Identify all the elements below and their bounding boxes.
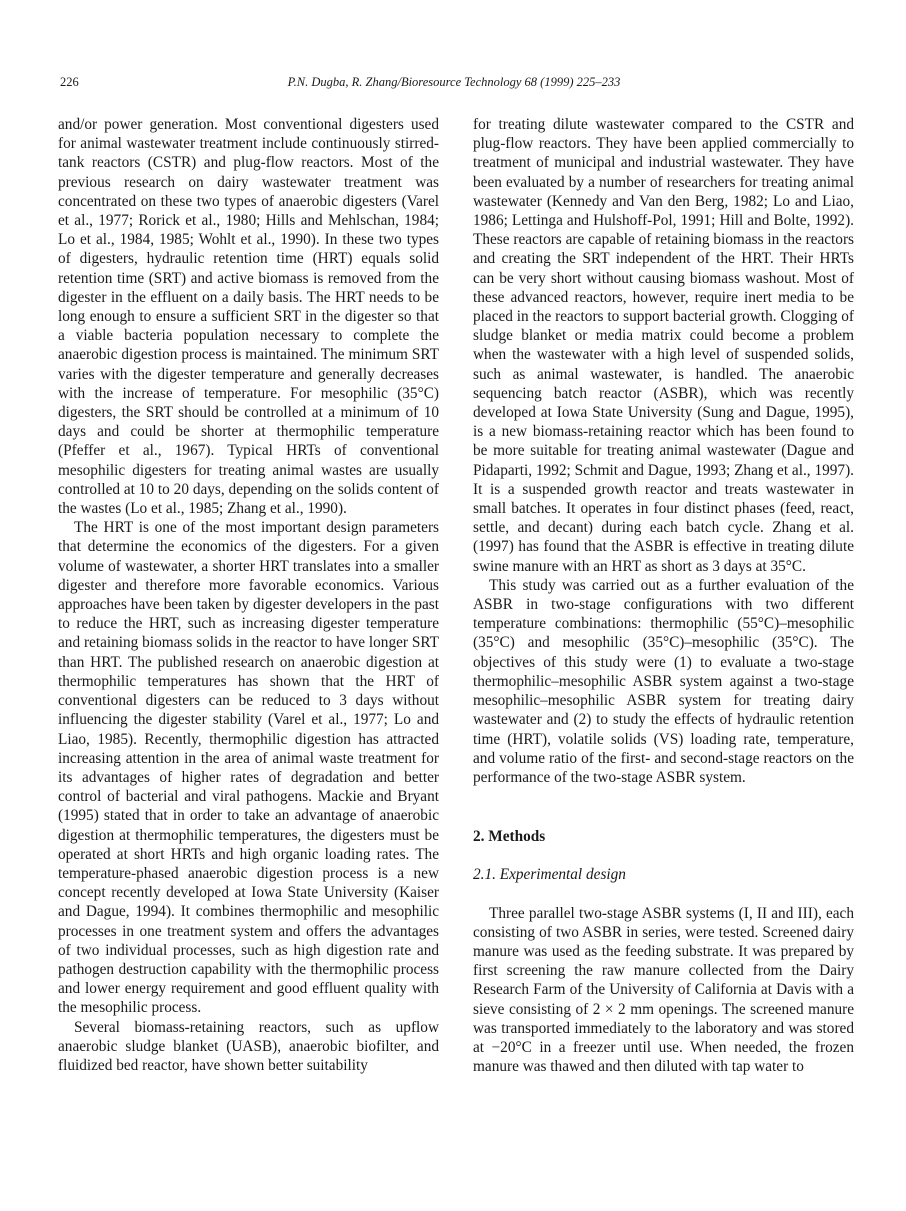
paragraph: Several biomass-retaining reactors, such as upflow anaerobic sludge blanket (UASB), anaerobic biofilter, and fluidized bed reactor, have shown better suitability <box>58 1018 439 1074</box>
paragraph: Three parallel two-stage ASBR systems (I, II and III), each consisting of two ASBR in series, were tested. Screened dairy manure was used as the feeding substrate. It was prepared by first screening the raw manure collected from the Dairy Research Farm of the University of California at Davis with a sieve consisting of 2 × 2 mm openings. The screened manure was transported immediately to the laboratory and was stored at −20°C in a freezer until use. When needed, the frozen manure was thawed and then diluted with tap water to <box>473 904 854 1076</box>
paragraph: and/or power generation. Most conventional digesters used for animal wastewater treatment include continuously stirred-tank reactors (CSTR) and plug-flow reactors. Most of the previous research on dairy wastewater treatment was concentrated on these two types of anaerobic digesters (Varel et al., 1977; Rorick et al., 1980; Hills and Mehlschan, 1984; Lo et al., 1984, 1985; Wohlt et al., 1990). In these two types of digesters, hydraulic retention time (HRT) equals solid retention time (SRT) and active biomass is removed from the digester in the effluent on a daily basis. The HRT needs to be long enough to ensure a sufficient SRT in the digester so that a viable bacteria population necessary to complete the anaerobic digestion process is maintained. The minimum SRT varies with the digester temperature and generally decreases with the increase of temperature. For mesophilic (35°C) digesters, the SRT should be controlled at a minimum of 10 days and could be shorter at thermophilic temperature (Pfeffer et al., 1967). Typical HRTs of conventional mesophilic digesters for treating animal wastes are usually controlled at 10 to 20 days, depending on the solids content of the wastes (Lo et al., 1985; Zhang et al., 1990). <box>58 116 439 518</box>
subsection-heading: 2.1. Experimental design <box>473 866 626 884</box>
paragraph: The HRT is one of the most important design parameters that determine the economics of the digesters. For a given volume of wastewater, a shorter HRT translates into a smaller digester and therefore more favorable economics. Various approaches have been taken by digester developers in the past to reduce the HRT, such as increasing digester temperature and retaining biomass solids in the reactor to have longer SRT than HRT. The published research on anaerobic digestion at thermophilic temperatures has shown that the HRT of conventional digesters can be reduced to 3 days without influencing the digester stability (Varel et al., 1977; Lo and Liao, 1985). Recently, thermophilic digestion has attracted increasing attention in the area of animal waste treatment for its advantages of higher rates of degradation and better control of bacterial and viral pathogens. Mackie and Bryant (1995) stated that in order to take an advantage of anaerobic digestion at thermophilic temperatures, the digesters must be operated at short HRTs and high organic loading rates. The temperature-phased anaerobic digestion process is a new concept recently developed at Iowa State University (Kaiser and Dague, 1994). It combines thermophilic and mesophilic processes in one treatment system and offers the advantages of two individual processes, such as high digestion rate and pathogen destruction capability with the thermophilic process and lower energy requirement and good effluent quality with the mesophilic process. <box>58 519 439 1017</box>
page-number: 226 <box>60 75 79 89</box>
paragraph: This study was carried out as a further evaluation of the ASBR in two-stage configurations with two different temperature combinations: thermophilic (55°C)–mesophilic (35°C) and mesophilic (35°C)–mesophilic (35°C). The objectives of this study were (1) to evaluate a two-stage thermophilic–mesophilic ASBR system against a two-stage mesophilic–mesophilic ASBR system for treating dairy wastewater and (2) to study the effects of hydraulic retention time (HRT), volatile solids (VS) loading rate, temperature, and volume ratio of the first- and second-stage reactors on the performance of the two-stage ASBR system. <box>473 576 854 786</box>
page-header <box>60 75 848 91</box>
section-heading: 2. Methods <box>473 828 546 846</box>
running-title: P.N. Dugba, R. Zhang/Bioresource Technology 68 (1999) 225–233 <box>287 75 621 89</box>
paragraph: for treating dilute wastewater compared to the CSTR and plug-flow reactors. They have been applied commercially to treatment of municipal and industrial wastewater. They have been evaluated by a number of researchers for treating animal wastewater (Kennedy and Van den Berg, 1982; Lo and Liao, 1986; Lettinga and Hulshoff-Pol, 1991; Hill and Bolte, 1992). These reactors are capable of retaining biomass in the reactors and creating the SRT independent of the HRT. Their HRTs can be very short without causing biomass washout. Most of these advanced reactors, however, require inert media to be placed in the reactors to support bacterial growth. Clogging of sludge blanket or media matrix could become a problem when the wastewater with a high level of suspended solids, such as animal wastewater, is handled. The anaerobic sequencing batch reactor (ASBR), which was recently developed at Iowa State University (Sung and Dague, 1995), is a new biomass-retaining reactor which has been found to be more suitable for treating animal wastewater (Dague and Pidaparti, 1992; Schmit and Dague, 1993; Zhang et al., 1997). It is a suspended growth reactor and treats wastewater in small batches. It operates in four distinct phases (feed, react, settle, and decant) during each batch cycle. Zhang et al. (1997) has found that the ASBR is effective in treating dilute swine manure with an HRT as short as 3 days at 35°C. <box>473 116 854 575</box>
left-column <box>58 115 439 1075</box>
right-column <box>473 115 854 1076</box>
